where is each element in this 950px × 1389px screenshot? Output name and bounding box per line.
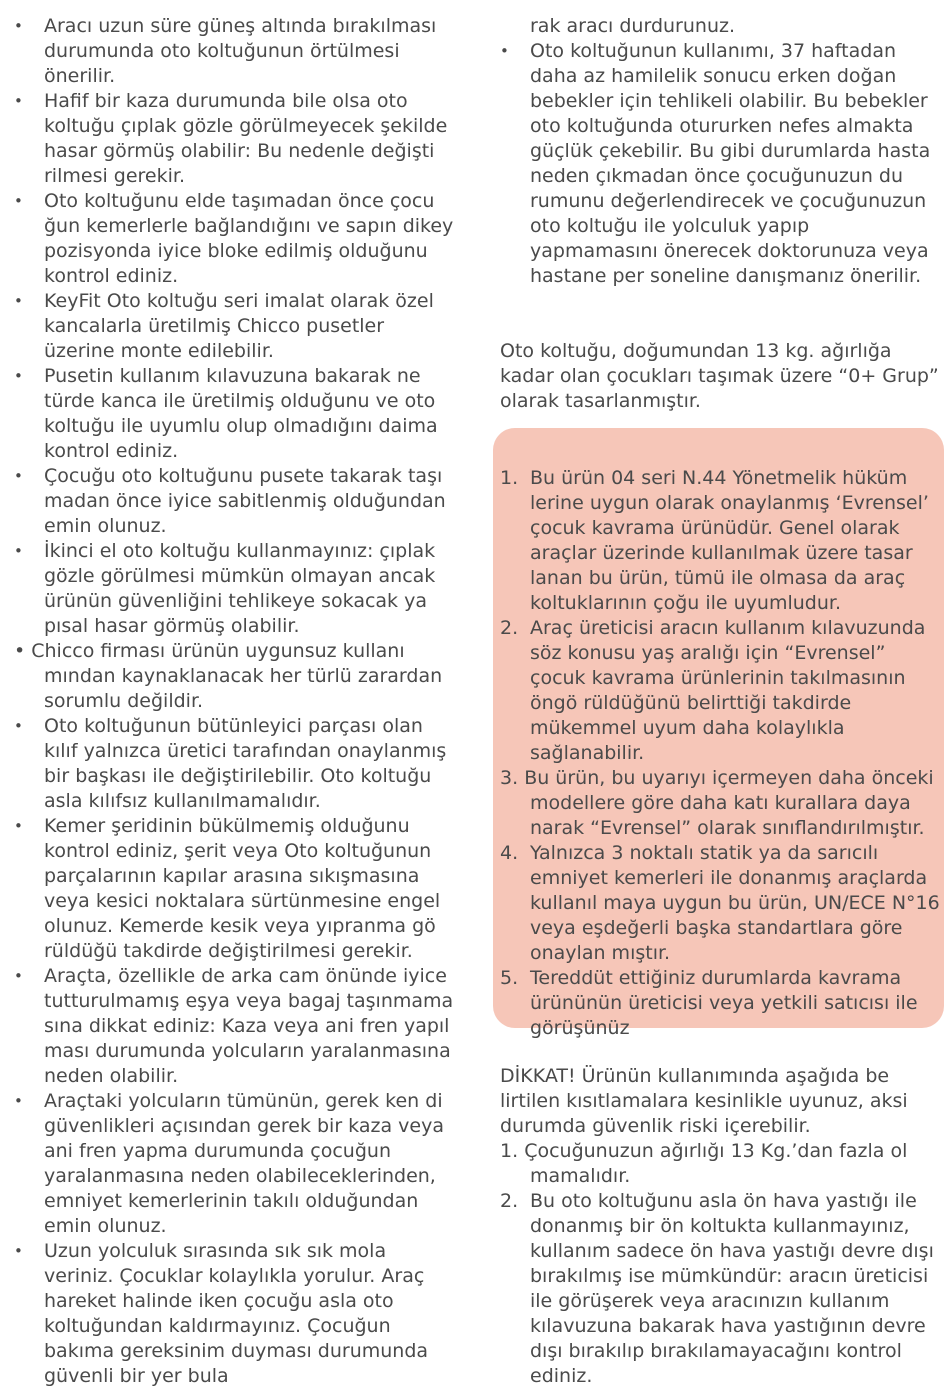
item-first-line — [500, 1139, 942, 1164]
list-item: • Uzun yolculuk sırasında sık sık mola veriniz. Çocuklar kolaylıkla yorulur. Araç hareket halinde iken çocuğu asla oto koltuğundan kaldırmayınız. Çocuğun bakıma gereksinim duyması durumunda güvenli bir yer bula — [14, 1239, 454, 1389]
item-text: Araç üreticisi aracın kullanım kılavuzunda söz konusu yaş aralığı için “Evrensel” çocuk kavrama ürünlerinin takılmasının öngö rüldüğünü belirttiği takdirde mükemmel uyum daha kolaylıkla sağlanabilir. — [530, 617, 926, 764]
list-item: • Kemer şeridinin bükülmemiş olduğunu kontrol ediniz, şerit veya Oto koltuğunun parçalarının kapılar arasına sıkışmasına veya kesici noktalara sürtünmesine engel olunuz. Kemerde kesik veya yıpranma gö rüldüğü takdirde değiştirilmesi gerekir. — [14, 814, 454, 964]
warning-intro: DİKKAT! Ürünün kullanımında aşağıda be lirtilen kısıtlamalara kesinlikle uyunuz, aksi durumda güvenlik riski içerebilir. — [500, 1065, 908, 1137]
item-number: 2. — [500, 617, 519, 639]
warning-section — [500, 1064, 942, 1389]
list-item-inline-bullet — [14, 639, 454, 714]
list-item — [500, 466, 942, 616]
info-box-list — [500, 466, 942, 1041]
list-item — [500, 841, 942, 966]
left-bullet-list — [14, 14, 454, 1389]
item-text: Bu ürün, bu uyarıyı içermeyen daha önceki — [524, 767, 934, 789]
left-column — [14, 14, 454, 1389]
item-text: Bu oto koltuğunu asla ön hava yastığı ile donanmış bir ön koltukta kullanmayınız, kullanım sadece ön hava yastığı devre dışı bırakılmış ise mümkündür: aracın üreticisi ile görüşerek veya aracınızın kullanım kılavuzuna bakarak hava yastığının devre dışı bırakılıp bırakılamayacağını kontrol ediniz. — [530, 1190, 934, 1387]
right-bullet-list — [500, 39, 942, 289]
continued-text: rak aracı durdurunuz. — [530, 15, 735, 37]
list-item — [500, 966, 942, 1041]
item-text: Bu ürün 04 seri N.44 Yönetmelik hüküm lerine uygun olarak onaylanmış ‘Evrensel’ çocuk kavrama ürünüdür. Genel olarak araçlar üzerinde kullanılmak üzere tasar lanan bu ürün, tümü ile olmasa da araç koltuklarının çoğu ile uyumludur. — [530, 467, 929, 614]
list-item: • Çocuğu oto koltuğunu pusete takarak taşı madan önce iyice sabitlenmiş olduğundan emin olunuz. — [14, 464, 454, 539]
item-number: 3. — [500, 767, 519, 789]
list-item-first-line: • Chicco firması ürünün uygunsuz kullanı — [14, 640, 405, 662]
list-item: • Oto koltuğunun kullanımı, 37 haftadan daha az hamilelik sonucu erken doğan bebekler için tehlikeli olabilir. Bu bebekler oto koltuğunda otururken nefes almakta güçlük çekebilir. Bu gibi durumlarda hasta neden çıkmadan önce çocuğunuzun du rumunu değerlendirecek ve çocuğunuzun oto koltuğu ile yolculuk yapıp yapmamasını önerecek doktorunuza veya hastane per soneline danışmanız önerilir. — [500, 39, 942, 289]
list-item: • Araçtaki yolcuların tümünün, gerek ken di güvenlikleri açısından gerek bir kaza veya ani fren yapma durumunda çocuğun yaralanmasına neden olabileceklerinden, emniyet kemerlerinin takılı olduğundan emin olunuz. — [14, 1089, 454, 1239]
list-item — [500, 616, 942, 766]
list-item: • Hafif bir kaza durumunda bile olsa oto koltuğu çıplak gözle görülmeyecek şekilde hasar görmüş olabilir: Bu nedenle değişti rilmesi gerekir. — [14, 89, 454, 189]
item-text: Yalnızca 3 noktalı statik ya da sarıcılı emniyet kemerleri ile donanmış araçlarda kullanıl maya uygun bu ürün, UN/ECE N°16 veya eşdeğerli başka standartlara göre onaylan mıştır. — [530, 842, 940, 964]
list-item — [500, 1189, 942, 1389]
item-text-continuation: modellere göre daha katı kurallara daya narak “Evrensel” olarak sınıflandırılmıştır. — [530, 792, 925, 839]
list-item: • Aracı uzun süre güneş altında bırakılması durumunda oto koltuğunun örtülmesi önerilir. — [14, 14, 454, 89]
item-first-line — [500, 766, 942, 791]
item-number: 1. — [500, 1140, 519, 1162]
list-item-continuation: mından kaynaklanacak her türlü zarardan sorumlu değildir. — [44, 665, 443, 712]
item-text: Çocuğunuzun ağırlığı 13 Kg.’dan fazla ol — [524, 1140, 908, 1162]
list-item — [500, 1139, 942, 1189]
intro-paragraph: Oto koltuğu, doğumundan 13 kg. ağırlığa kadar olan çocukları taşımak üzere “0+ Grup” olarak tasarlanmıştır. — [500, 340, 939, 412]
list-item: • İkinci el oto koltuğu kullanmayınız: çıplak gözle görülmesi mümkün olmayan ancak ürünün güvenliğini tehlikeye sokacak ya pısal hasar görmüş olabilir. — [14, 539, 454, 639]
right-column — [500, 14, 942, 414]
item-text: Tereddüt ettiğiniz durumlarda kavrama ürününün üreticisi veya yetkili satıcısı ile görüşünüz — [530, 967, 918, 1039]
item-text-continuation: mamalıdır. — [530, 1165, 631, 1187]
item-number: 4. — [500, 842, 519, 864]
list-item: • Araçta, özellikle de arka cam önünde iyice tutturulmamış eşya veya bagaj taşınmama sına dikkat ediniz: Kaza veya ani fren yapıl ması durumunda yolcuların yaralanmasına neden olabilir. — [14, 964, 454, 1089]
item-number: 2. — [500, 1190, 519, 1212]
list-item: • KeyFit Oto koltuğu seri imalat olarak özel kancalarla üretilmiş Chicco pusetler üzerine monte edilebilir. — [14, 289, 454, 364]
list-item: • Pusetin kullanım kılavuzuna bakarak ne türde kanca ile üretilmiş olduğunu ve oto koltuğu ile uyumlu olup olmadığını daima kontrol ediniz. — [14, 364, 454, 464]
list-item: • Oto koltuğunun bütünleyici parçası olan kılıf yalnızca üretici tarafından onaylanmış bir başkası ile değiştirilebilir. Oto koltuğu asla kılıfsız kullanılmamalıdır. — [14, 714, 454, 814]
item-number: 5. — [500, 967, 519, 989]
list-item — [500, 766, 942, 841]
item-number: 1. — [500, 467, 519, 489]
list-item: • Oto koltuğunu elde taşımadan önce çocu ğun kemerlerle bağlandığını ve sapın dikey pozisyonda iyice bloke edilmiş olduğunu kontrol ediniz. — [14, 189, 454, 289]
